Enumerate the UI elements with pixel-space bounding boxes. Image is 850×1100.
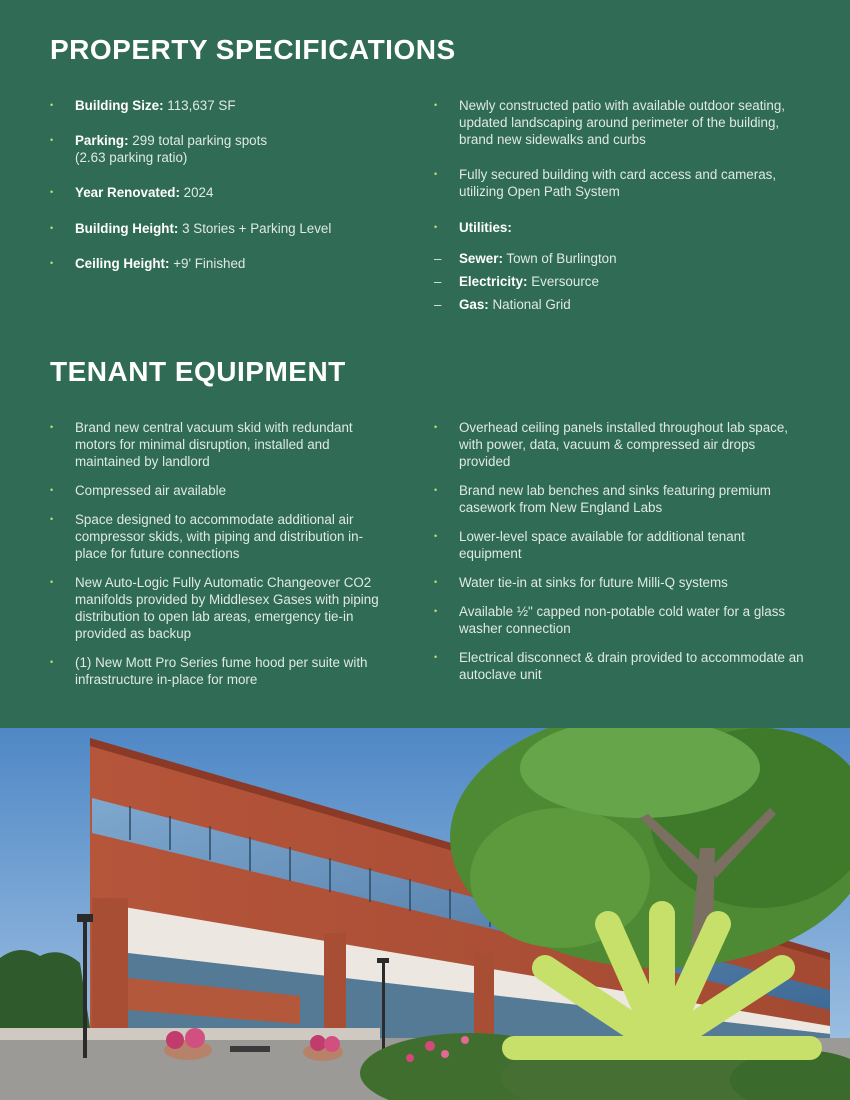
bullet-icon: • (50, 135, 54, 145)
building-photo (0, 728, 850, 1100)
tenant-equipment-title: TENANT EQUIPMENT (50, 356, 346, 387)
utility-item: – Sewer: Town of Burlington (434, 251, 617, 266)
property-left-list (50, 97, 380, 272)
bullet-icon: • (50, 258, 54, 268)
bullet-icon: • (50, 485, 54, 495)
dash-icon: – (434, 274, 442, 289)
list-item: • New Auto-Logic Fully Automatic Changeover CO2 manifolds provided by Middlesex Gases with piping distribution to open lab areas, emergency tie-in provided as backup (50, 575, 379, 641)
bullet-icon: • (50, 100, 54, 110)
list-item: • Building Size: 113,637 SF (50, 98, 236, 113)
bullet-icon: • (434, 652, 438, 662)
utility-item: – Gas: National Grid (434, 297, 571, 312)
utilities-label: Utilities: (459, 220, 512, 235)
tenant-right-list (434, 419, 804, 683)
list-item: • Compressed air available (50, 483, 227, 498)
property-right-list (434, 97, 794, 319)
list-item: • Year Renovated: 2024 (50, 185, 214, 200)
list-item: • Water tie-in at sinks for future Milli-Q systems (434, 575, 728, 590)
dash-icon: – (434, 251, 442, 266)
list-item: • (1) New Mott Pro Series fume hood per suite with infrastructure in-place for more (50, 655, 368, 687)
bullet-icon: • (50, 187, 54, 197)
list-item: • Overhead ceiling panels installed throughout lab space, with power, data, vacuum & compressed air drops provided (434, 420, 789, 469)
bullet-icon: • (50, 514, 54, 524)
bullet-icon: • (50, 577, 54, 587)
dash-icon: – (434, 297, 442, 312)
list-item: • Electrical disconnect & drain provided to accommodate an autoclave unit (434, 650, 804, 682)
bullet-icon: • (434, 222, 438, 232)
list-item: • Available ½" capped non-potable cold water for a glass washer connection (434, 604, 786, 636)
list-item: • Brand new central vacuum skid with redundant motors for minimal disruption, installed and maintained by landlord (50, 420, 353, 469)
list-item: • Parking: 299 total parking spots (2.63 parking ratio) (50, 133, 268, 165)
bullet-icon: • (434, 577, 438, 587)
bullet-icon: • (50, 422, 54, 432)
bullet-icon: • (434, 422, 438, 432)
list-item: • Space designed to accommodate additional air compressor skids, with piping and distribution in-place for future connections (50, 512, 364, 561)
bullet-icon: • (50, 223, 54, 233)
property-specifications-title: PROPERTY SPECIFICATIONS (50, 34, 456, 65)
bullet-icon: • (434, 169, 438, 179)
list-item: • Building Height: 3 Stories + Parking Level (50, 221, 332, 236)
list-item (434, 219, 794, 313)
tenant-left-list (50, 419, 395, 688)
bullet-icon: • (434, 100, 438, 110)
list-item: • Lower-level space available for additional tenant equipment (434, 529, 745, 561)
list-item: • Brand new lab benches and sinks featuring premium casework from New England Labs (434, 483, 771, 515)
bullet-icon: • (50, 657, 54, 667)
utilities-list (434, 250, 794, 313)
utility-item: – Electricity: Eversource (434, 274, 599, 289)
bullet-icon: • (434, 606, 438, 616)
bullet-icon: • (434, 531, 438, 541)
list-item: • Newly constructed patio with available outdoor seating, updated landscaping around perimeter of the building, brand new sidewalks and curbs (434, 98, 786, 147)
list-item: • Fully secured building with card access and cameras, utilizing Open Path System (434, 167, 777, 199)
list-item: • Ceiling Height: +9' Finished (50, 256, 246, 271)
bullet-icon: • (434, 485, 438, 495)
